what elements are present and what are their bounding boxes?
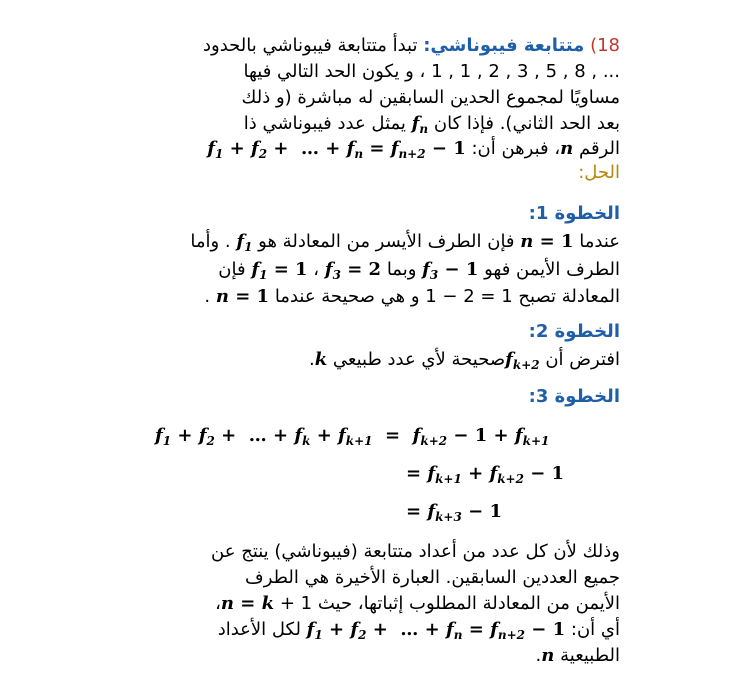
step3-eq-line-2: = $f_{k+1} + f_{k+2} - 1$ xyxy=(406,463,565,486)
problem-text-2: ... , 8 , 5 , 3 , 2 , 1 , 1 ، و يكون الحد التالي فيها xyxy=(243,61,620,82)
step2-title: الخطوة 2: xyxy=(528,321,620,342)
step1-text-1a: عندما xyxy=(579,231,620,252)
problem-number: 18) xyxy=(590,35,620,56)
problem-text-4b: يمثل عدد فيبوناشي ذا xyxy=(243,113,406,134)
conclusion-text-3b: ، xyxy=(215,593,221,614)
step1-text-3b: . xyxy=(204,286,211,307)
problem-text-5b: ، فبرهن أن: xyxy=(471,138,561,159)
math-f3-eq-2: $f_3 = 2$ xyxy=(324,259,382,282)
step2-text-c: . xyxy=(308,349,315,370)
math-f1-eq-1: $f_1 = 1$ xyxy=(251,259,308,282)
math-f3-minus-1: $f_3 - 1$ xyxy=(422,259,479,282)
problem-line-1 xyxy=(203,34,620,58)
step1-line-2: الطرف الأيمن فهو $f_3 - 1$ وبما $f_3 = 2$ ، $f_1 = 1$ فإن xyxy=(218,259,620,282)
math-n-eq-1: n = 1 xyxy=(520,231,574,252)
conclusion-text-5a: الطبيعية xyxy=(560,645,620,666)
problem-title: متتابعة فيبوناشي: xyxy=(423,35,585,56)
conclusion-line-3 xyxy=(215,592,620,616)
math-main-equation: $f_1 + f_2$ + … + $f_n = f_{n+2} - 1$ xyxy=(207,138,466,161)
math-final-equation: $f_1 + f_2$ + … + $f_n = f_{n+2} - 1$ xyxy=(306,619,566,642)
conclusion-text-3a: الأيمن من المعادلة المطلوب إثباتها، حيث 1 + xyxy=(279,593,620,614)
problem-text-5a: الرقم xyxy=(578,138,620,159)
step1-text-1c: . وأما xyxy=(190,231,231,252)
conclusion-line-4 xyxy=(218,618,620,647)
conclusion-line-5 xyxy=(536,644,620,668)
math-f1: $f_1$ xyxy=(236,231,253,254)
step1-text-1b: فإن الطرف الأيسر من المعادلة هو xyxy=(258,231,515,252)
step2-text-a: افترض أن xyxy=(545,349,620,370)
conclusion-line-2: جميع العددين السابقين. العبارة الأخيرة هي الطرف xyxy=(245,567,620,588)
math-n-eq-k: n = k xyxy=(220,593,275,614)
math-fk2: $f_{k+2}$ xyxy=(505,349,540,372)
problem-line-2 xyxy=(244,60,620,84)
step2-line xyxy=(309,348,620,377)
problem-line-5 xyxy=(207,137,620,166)
math-n-eq-1-b: n = 1 xyxy=(215,286,270,307)
conclusion-text-5b: . xyxy=(535,645,542,666)
step1-line-1 xyxy=(190,230,620,259)
step1-text-3a: المعادلة تصبح 1 = 2 − 1 و هي صحيحة عندما xyxy=(274,286,620,307)
step3-eq-line-3: = $f_{k+3} - 1$ xyxy=(406,501,502,524)
problem-text-3: مساويًا لمجموع الحدين السابقين له مباشرة (و ذلك xyxy=(241,87,620,108)
step1-text-2c: فإن xyxy=(218,259,246,280)
math-fn: $f_n$ xyxy=(411,113,429,136)
step3-eq-line-1: $f_1 + f_2$ + … + $f_k + f_{k+1} = f_{k+2} - 1 + f_{k+1}$ xyxy=(155,425,550,448)
conclusion-text-4b: لكل الأعداد xyxy=(217,619,301,640)
conclusion-line-1: وذلك لأن كل عدد من أعداد متتابعة (فيبوناشي) ينتج عن xyxy=(211,541,620,562)
math-n-final: n xyxy=(541,645,555,666)
problem-line-3 xyxy=(242,86,620,110)
math-n: n xyxy=(560,138,574,159)
step1-text-2a: الطرف الأيمن فهو xyxy=(484,259,620,280)
math-k: k xyxy=(314,349,328,370)
step1-line-3 xyxy=(204,285,620,309)
problem-text-4a: بعد الحد الثاني). فإذا كان xyxy=(433,113,620,134)
step3-title: الخطوة 3: xyxy=(528,386,620,407)
conclusion-text-4a: أي أن: xyxy=(570,619,620,640)
problem-text-1: تبدأ متتابعة فيبوناشي بالحدود xyxy=(202,35,418,56)
step1-title: الخطوة 1: xyxy=(528,203,620,224)
step1-text-2b: وبما xyxy=(386,259,417,280)
step2-text-b: صحيحة لأي عدد طبيعي xyxy=(332,349,506,370)
solution-label: الحل: xyxy=(578,162,620,183)
